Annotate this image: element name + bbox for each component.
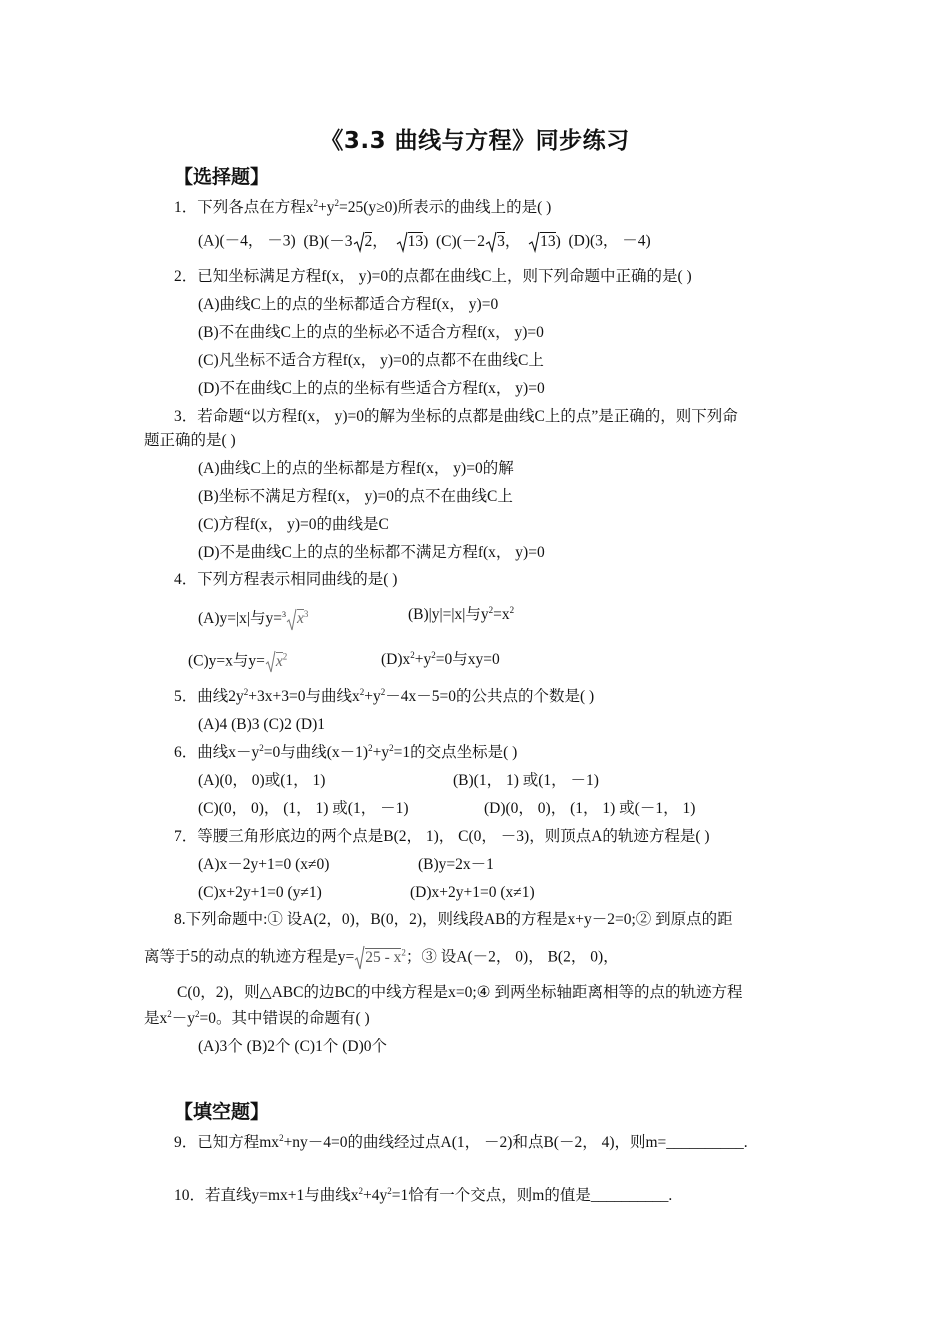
q3-option-a: (A)曲线C上的点的坐标都是方程f(x， y)=0的解 xyxy=(198,460,514,477)
section-choice-heading: 【选择题】 xyxy=(174,166,270,188)
q6-option-d: (D)(0， 0)， (1， 1) 或(－1， 1) xyxy=(484,800,696,817)
q2-option-a: (A)曲线C上的点的坐标都适合方程f(x， y)=0 xyxy=(198,296,499,313)
q1-option-d: (D)(3， －4) xyxy=(568,232,651,250)
q7-option-a: (A)x－2y+1=0 (x≠0) xyxy=(198,856,330,873)
radical-sign-icon xyxy=(396,231,408,253)
question-9: 9．已知方程$mx^2+ny-4=0$的曲线经过点A(1， －2)和点B(－2， 4)，则m=__________. xyxy=(174,1132,748,1151)
question-8-line1: 8.下列命题中:① 设A(2，0)，B(0，2)，则线段AB的方程是x+y－2=0;② 到原点的距 xyxy=(174,911,733,928)
q2-option-d: (D)不在曲线C上的点的坐标有些适合方程f(x， y)=0 xyxy=(198,380,545,397)
q2-option-c: (C)凡坐标不适合方程f(x， y)=0的点都不在曲线C上 xyxy=(198,352,544,369)
radical-sign-icon xyxy=(286,608,297,632)
q4-option-a: (A)y=|x|与y=$^3$ $x^3$ xyxy=(198,605,308,632)
q6-option-c: (C)(0， 0)， (1， 1) 或(1， －1) xyxy=(198,800,409,817)
question-5-stem: 5．曲线$2y^2+3x+3=0$与曲线$x^2+y^2-4x-5=0$的公共点的个数是( ) xyxy=(174,686,595,705)
page-title: 《3.3 曲线与方程》同步练习 xyxy=(320,128,630,154)
q3-option-b: (B)坐标不满足方程f(x， y)=0的点不在曲线C上 xyxy=(198,488,513,505)
radical-sign-icon xyxy=(354,945,365,971)
q7-option-c: (C)x+2y+1=0 (y≠1) xyxy=(198,884,322,901)
q1-option-b: (B)(－3 2， 13) xyxy=(303,233,428,250)
question-4-stem: 4．下列方程表示相同曲线的是( ) xyxy=(174,571,398,588)
q3-option-d: (D)不是曲线C上的点的坐标都不满足方程f(x， y)=0 xyxy=(198,544,545,561)
q4-option-d: $(D)x^2+y^2=0$与xy=0 xyxy=(381,649,500,668)
radical-sign-icon xyxy=(265,650,276,674)
question-8-line3: C(0，2)，则△ABC的边BC的中线方程是x=0;④ 到两坐标轴距离相等的点的轨迹方程 xyxy=(177,984,743,1001)
question-3-stem-line1: 3．若命题“以方程f(x， y)=0的解为坐标的点都是曲线C上的点”是正确的，则下列命 xyxy=(174,408,738,425)
question-7-stem: 7．等腰三角形底边的两个点是B(2， 1)， C(0， －3)，则顶点A的轨迹方程是( ) xyxy=(174,828,710,845)
question-8-options: (A)3个 (B)2个 (C)1个 (D)0个 xyxy=(198,1038,387,1055)
question-8-line4: 是$x^2-y^2=0$。其中错误的命题有( ) xyxy=(144,1008,370,1027)
q4-option-c: (C)y=x与$y= x^2$ xyxy=(188,650,287,674)
q2-option-b: (B)不在曲线C上的点的坐标必不适合方程f(x， y)=0 xyxy=(198,324,544,341)
q1-option-c: (C)(－2 3， 13) xyxy=(436,233,561,250)
question-8-line2: 离等于5的动点的轨迹方程是$y= 25 - x^2$；③ 设A(－2， 0)， B(2， 0)， xyxy=(144,945,619,971)
question-6-stem: 6．曲线$x-y^2=0$与曲线$(x-1)^2+y^2=1$的交点坐标是( ) xyxy=(174,742,518,761)
radical-sign-icon xyxy=(528,231,540,253)
q7-option-d: (D)x+2y+1=0 (x≠1) xyxy=(410,884,535,901)
question-5-options: (A)4 (B)3 (C)2 (D)1 xyxy=(198,716,325,733)
q6-option-a: (A)(0， 0)或(1， 1) xyxy=(198,772,326,789)
q3-option-c: (C)方程f(x， y)=0的曲线是C xyxy=(198,516,389,533)
section-fill-heading: 【填空题】 xyxy=(174,1101,270,1123)
question-1-stem: 1．下列各点在方程$x^2+y^2=25(y\ge 0)$所表示的曲线上的是( ) xyxy=(174,197,552,216)
question-3-stem-line2: 题正确的是( ) xyxy=(144,432,236,449)
radical-sign-icon xyxy=(353,231,365,253)
q4-option-b: (B)|y|=|x|与$y^2=x^2$ xyxy=(408,604,515,623)
q7-option-b: (B)y=2x－1 xyxy=(418,856,494,873)
radical-sign-icon xyxy=(485,231,497,253)
question-1-options xyxy=(198,231,651,253)
q6-option-b: (B)(1， 1) 或(1， －1) xyxy=(453,772,599,789)
q1-option-a: (A)(－4， －3) xyxy=(198,232,296,250)
question-10: 10．若直线y=mx+1与曲线$x^2+4y^2=1$恰有一个交点，则m的值是__________. xyxy=(174,1185,673,1204)
question-2-stem: 2．已知坐标满足方程f(x， y)=0的点都在曲线C上，则下列命题中正确的是( ) xyxy=(174,268,692,285)
